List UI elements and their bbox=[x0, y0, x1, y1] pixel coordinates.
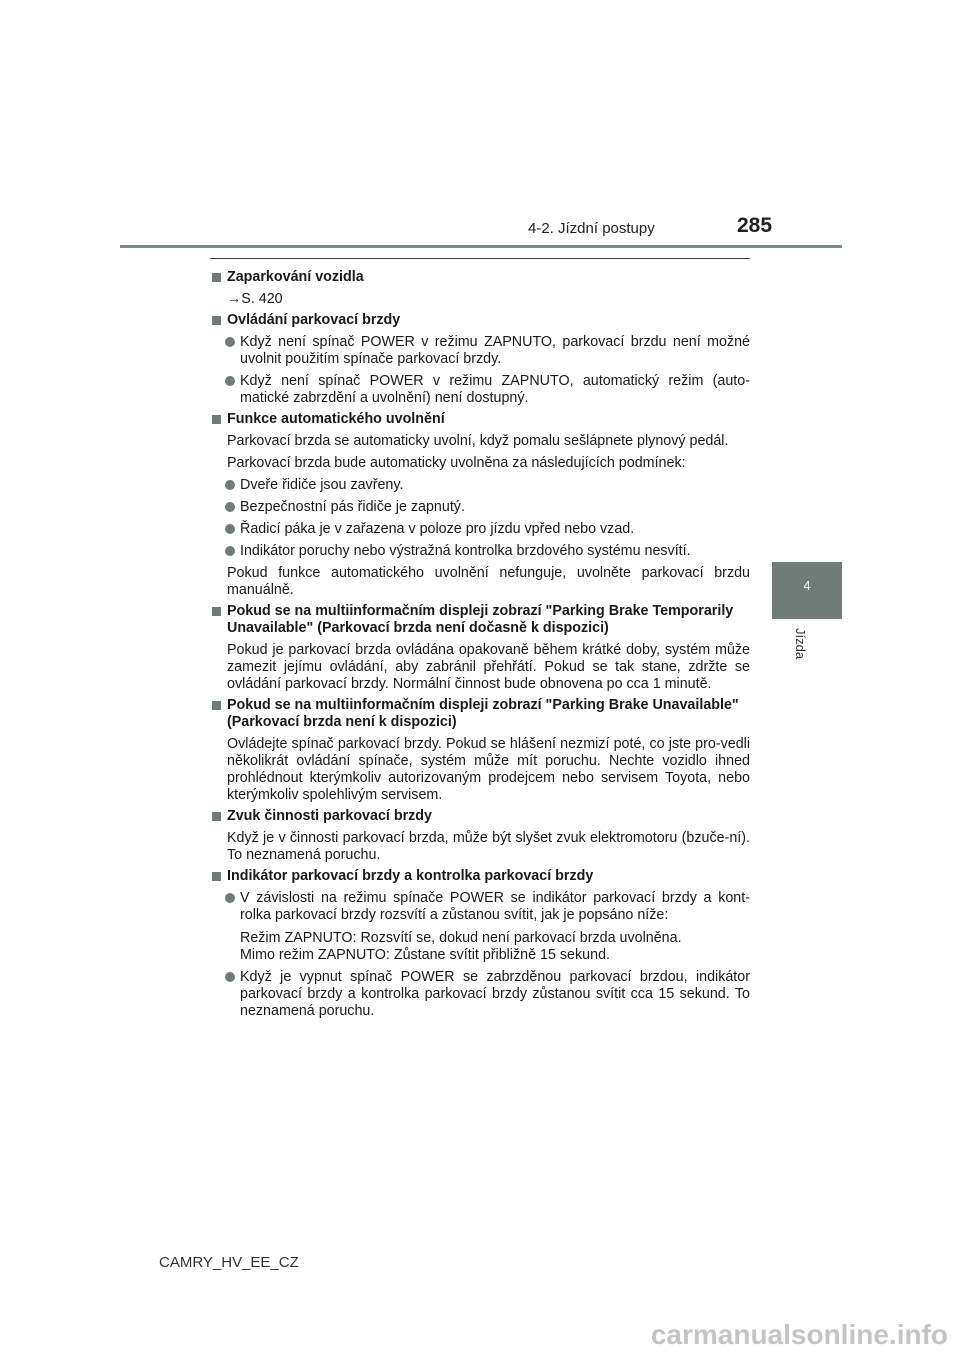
paragraph: Pokud funkce automatického uvolnění nefunguje, uvolněte parkovací brzdu manuálně. bbox=[227, 565, 750, 598]
footer-document-code: CAMRY_HV_EE_CZ bbox=[159, 1254, 299, 1271]
round-bullet-icon bbox=[225, 337, 235, 347]
content-divider bbox=[210, 258, 750, 259]
section-heading: Pokud se na multiinformačním displeji zobrazí "Parking Brake Unavailable" (Parkovací brzda není k dispozici) bbox=[227, 697, 739, 730]
bullet-text: Indikátor poruchy nebo výstražná kontrolka brzdového systému nesvítí. bbox=[240, 543, 691, 559]
square-bullet-icon bbox=[212, 316, 221, 325]
round-bullet-icon bbox=[225, 893, 235, 903]
section-heading: Funkce automatického uvolnění bbox=[227, 411, 445, 427]
round-bullet-icon bbox=[225, 546, 235, 556]
section-indicator bbox=[210, 868, 750, 1020]
section-heading: Zvuk činnosti parkovací brzdy bbox=[227, 808, 432, 824]
section-auto-release bbox=[210, 411, 750, 599]
bullet-text: Bezpečnostní pás řidiče je zapnutý. bbox=[240, 499, 465, 515]
section-operation-sound bbox=[210, 808, 750, 864]
square-bullet-icon bbox=[212, 812, 221, 821]
section-heading: Pokud se na multiinformačním displeji zobrazí "Parking Brake Temporarily Unavailable" (Parkovací brzda není dočasně k dispozici) bbox=[227, 603, 734, 636]
section-heading: Zaparkování vozidla bbox=[227, 269, 364, 285]
paragraph: Parkovací brzda bude automaticky uvolněna za následujících podmínek: bbox=[227, 455, 686, 471]
bullet-text: Když není spínač POWER v režimu ZAPNUTO, parkovací brzdu není možné uvolnit použitím spínače parkovací brzdy. bbox=[240, 334, 750, 367]
indicator-sub-line: Mimo režim ZAPNUTO: Zůstane svítit přibližně 15 sekund. bbox=[240, 947, 610, 963]
square-bullet-icon bbox=[212, 701, 221, 710]
bullet-text: Když není spínač POWER v režimu ZAPNUTO, automatický režim (auto-matické zabrzdění a uvolnění) není dostupný. bbox=[240, 373, 750, 406]
square-bullet-icon bbox=[212, 273, 221, 282]
round-bullet-icon bbox=[225, 376, 235, 386]
bullet-text: Řadicí páka je v zařazena v poloze pro jízdu vpřed nebo vzad. bbox=[240, 521, 635, 537]
bullet-text: V závislosti na režimu spínače POWER se indikátor parkovací brzdy a kont-rolka parkovací brzdy rozsvítí a zůstanou svítit, jak je popsáno níže: bbox=[240, 890, 750, 923]
round-bullet-icon bbox=[225, 524, 235, 534]
watermark: carmanualsonline.info bbox=[650, 1319, 948, 1350]
bullet-text: Dveře řidiče jsou zavřeny. bbox=[240, 477, 404, 493]
paragraph: Ovládejte spínač parkovací brzdy. Pokud se hlášení nezmizí poté, co jste pro-vedli několikrát ovládání spínače, systém může mít poruchu. Nechte vozidlo ihned prohlédnout kterýmkoliv autorizovaným prodejcem nebo servisem Toyota, nebo kterýmkoliv spolehlivým servisem. bbox=[227, 736, 750, 803]
chapter-tab-number: 4 bbox=[803, 578, 811, 593]
square-bullet-icon bbox=[212, 415, 221, 424]
section-brake-operation bbox=[210, 312, 750, 407]
section-temporarily-unavailable bbox=[210, 603, 750, 693]
round-bullet-icon bbox=[225, 972, 235, 982]
section-heading: Indikátor parkovací brzdy a kontrolka parkovací brzdy bbox=[227, 868, 594, 884]
page-number: 285 bbox=[737, 214, 773, 237]
bullet-text: Když je vypnut spínač POWER se zabrzděnou parkovací brzdou, indikátor parkovací brzdy a kontrolka parkovací brzdy zůstanou svítit cca 15 sekund. To neznamená poruchu. bbox=[240, 969, 750, 1019]
chapter-tab[interactable] bbox=[772, 562, 842, 619]
header-section-title: 4-2. Jízdní postupy bbox=[528, 220, 655, 237]
round-bullet-icon bbox=[225, 502, 235, 512]
round-bullet-icon bbox=[225, 480, 235, 490]
page-reference-link[interactable]: →S. 420 bbox=[227, 291, 283, 307]
section-unavailable bbox=[210, 697, 750, 804]
square-bullet-icon bbox=[212, 872, 221, 881]
paragraph: Parkovací brzda se automaticky uvolní, když pomalu sešlápnete plynový pedál. bbox=[227, 433, 729, 449]
paragraph: Když je v činnosti parkovací brzda, může být slyšet zvuk elektromotoru (bzuče-ní). To neznamená poruchu. bbox=[227, 830, 750, 863]
chapter-tab-label: Jízda bbox=[793, 628, 808, 660]
header-divider bbox=[120, 245, 842, 248]
paragraph: Pokud je parkovací brzda ovládána opakovaně během krátké doby, systém může zamezit jejímu ovládání, aby zabránil přehřátí. Pokud se tak stane, zdržte se ovládání parkovací brzdy. Normální činnost bude obnovena po cca 1 minutě. bbox=[227, 642, 750, 692]
square-bullet-icon bbox=[212, 607, 221, 616]
section-parking bbox=[210, 269, 750, 308]
indicator-sub-line: Režim ZAPNUTO: Rozsvítí se, dokud není parkovací brzda uvolněna. bbox=[240, 930, 682, 946]
section-heading: Ovládání parkovací brzdy bbox=[227, 312, 401, 328]
page-content bbox=[210, 265, 750, 1020]
